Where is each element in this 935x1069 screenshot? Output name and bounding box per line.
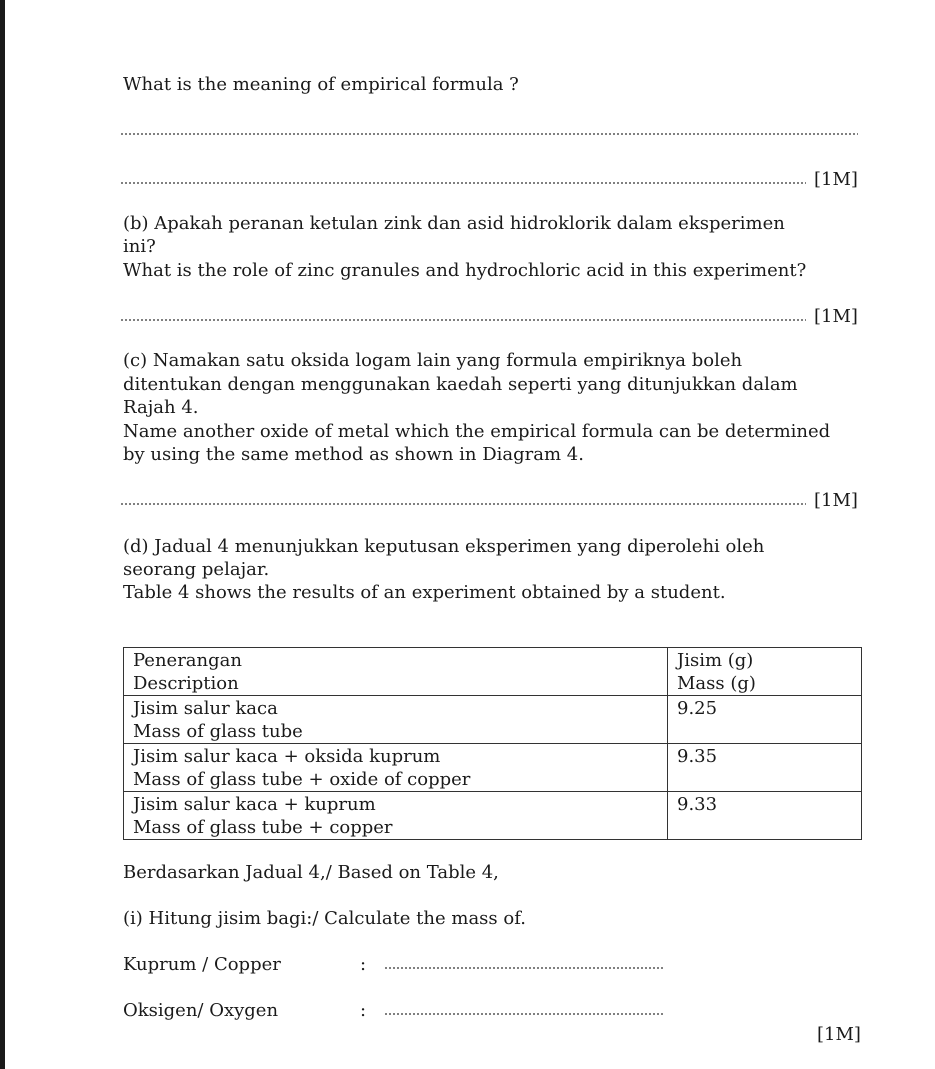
table-row xyxy=(124,792,862,840)
question-a-text: What is the meaning of empirical formula ? xyxy=(123,74,519,95)
oxygen-colon: : xyxy=(360,1000,367,1021)
header-mass xyxy=(668,648,862,696)
row-mass: 9.25 xyxy=(668,696,862,744)
row-description xyxy=(124,792,668,840)
question-b-ms-2: ini? xyxy=(123,236,156,257)
question-c-ms-1: (c) Namakan satu oksida logam lain yang formula empiriknya boleh xyxy=(123,350,743,371)
copper-label: Kuprum / Copper xyxy=(123,954,281,975)
question-c-ms-3: Rajah 4. xyxy=(123,397,199,418)
oxygen-label: Oksigen/ Oxygen xyxy=(123,1000,279,1021)
page-edge-bar xyxy=(0,0,5,1069)
header-description-en: Description xyxy=(133,673,239,694)
row-description-en: Mass of glass tube + oxide of copper xyxy=(133,769,471,790)
row-description xyxy=(124,744,668,792)
results-table xyxy=(123,647,862,840)
table-row xyxy=(124,696,862,744)
table-header-row xyxy=(124,648,862,696)
answer-line-a2 xyxy=(120,182,806,184)
row-description-en: Mass of glass tube + copper xyxy=(133,817,393,838)
question-d-i-instruction: (i) Hitung jisim bagi:/ Calculate the mass of. xyxy=(123,908,526,929)
answer-line-c xyxy=(120,503,806,505)
header-mass-ms: Jisim (g) xyxy=(677,650,754,671)
header-description xyxy=(124,648,668,696)
row-mass: 9.33 xyxy=(668,792,862,840)
answer-line-oxygen xyxy=(384,1013,664,1015)
marks-d-i: [1M] xyxy=(817,1024,861,1045)
answer-line-b xyxy=(120,319,806,321)
answer-line-a1 xyxy=(120,133,858,135)
copper-colon: : xyxy=(360,954,367,975)
question-c-en-1: Name another oxide of metal which the empirical formula can be determined xyxy=(123,421,831,442)
row-description-ms: Jisim salur kaca + kuprum xyxy=(133,794,376,815)
table-row xyxy=(124,744,862,792)
based-on-table: Berdasarkan Jadual 4,/ Based on Table 4, xyxy=(123,862,499,883)
question-c-en-2: by using the same method as shown in Diagram 4. xyxy=(123,444,584,465)
header-mass-en: Mass (g) xyxy=(677,673,756,694)
question-d-en: Table 4 shows the results of an experiment obtained by a student. xyxy=(123,582,726,603)
row-description-en: Mass of glass tube xyxy=(133,721,303,742)
row-description-ms: Jisim salur kaca xyxy=(133,698,278,719)
row-description xyxy=(124,696,668,744)
row-description-ms: Jisim salur kaca + oksida kuprum xyxy=(133,746,441,767)
marks-a: [1M] xyxy=(814,169,858,190)
header-description-ms: Penerangan xyxy=(133,650,242,671)
marks-c: [1M] xyxy=(814,490,858,511)
question-b-ms-1: (b) Apakah peranan ketulan zink dan asid hidroklorik dalam eksperimen xyxy=(123,213,785,234)
question-d-ms-1: (d) Jadual 4 menunjukkan keputusan eksperimen yang diperolehi oleh xyxy=(123,536,765,557)
marks-b: [1M] xyxy=(814,306,858,327)
question-b-en: What is the role of zinc granules and hydrochloric acid in this experiment? xyxy=(123,260,807,281)
answer-line-copper xyxy=(384,967,664,969)
row-mass: 9.35 xyxy=(668,744,862,792)
question-c-ms-2: ditentukan dengan menggunakan kaedah seperti yang ditunjukkan dalam xyxy=(123,374,798,395)
question-d-ms-2: seorang pelajar. xyxy=(123,559,270,580)
